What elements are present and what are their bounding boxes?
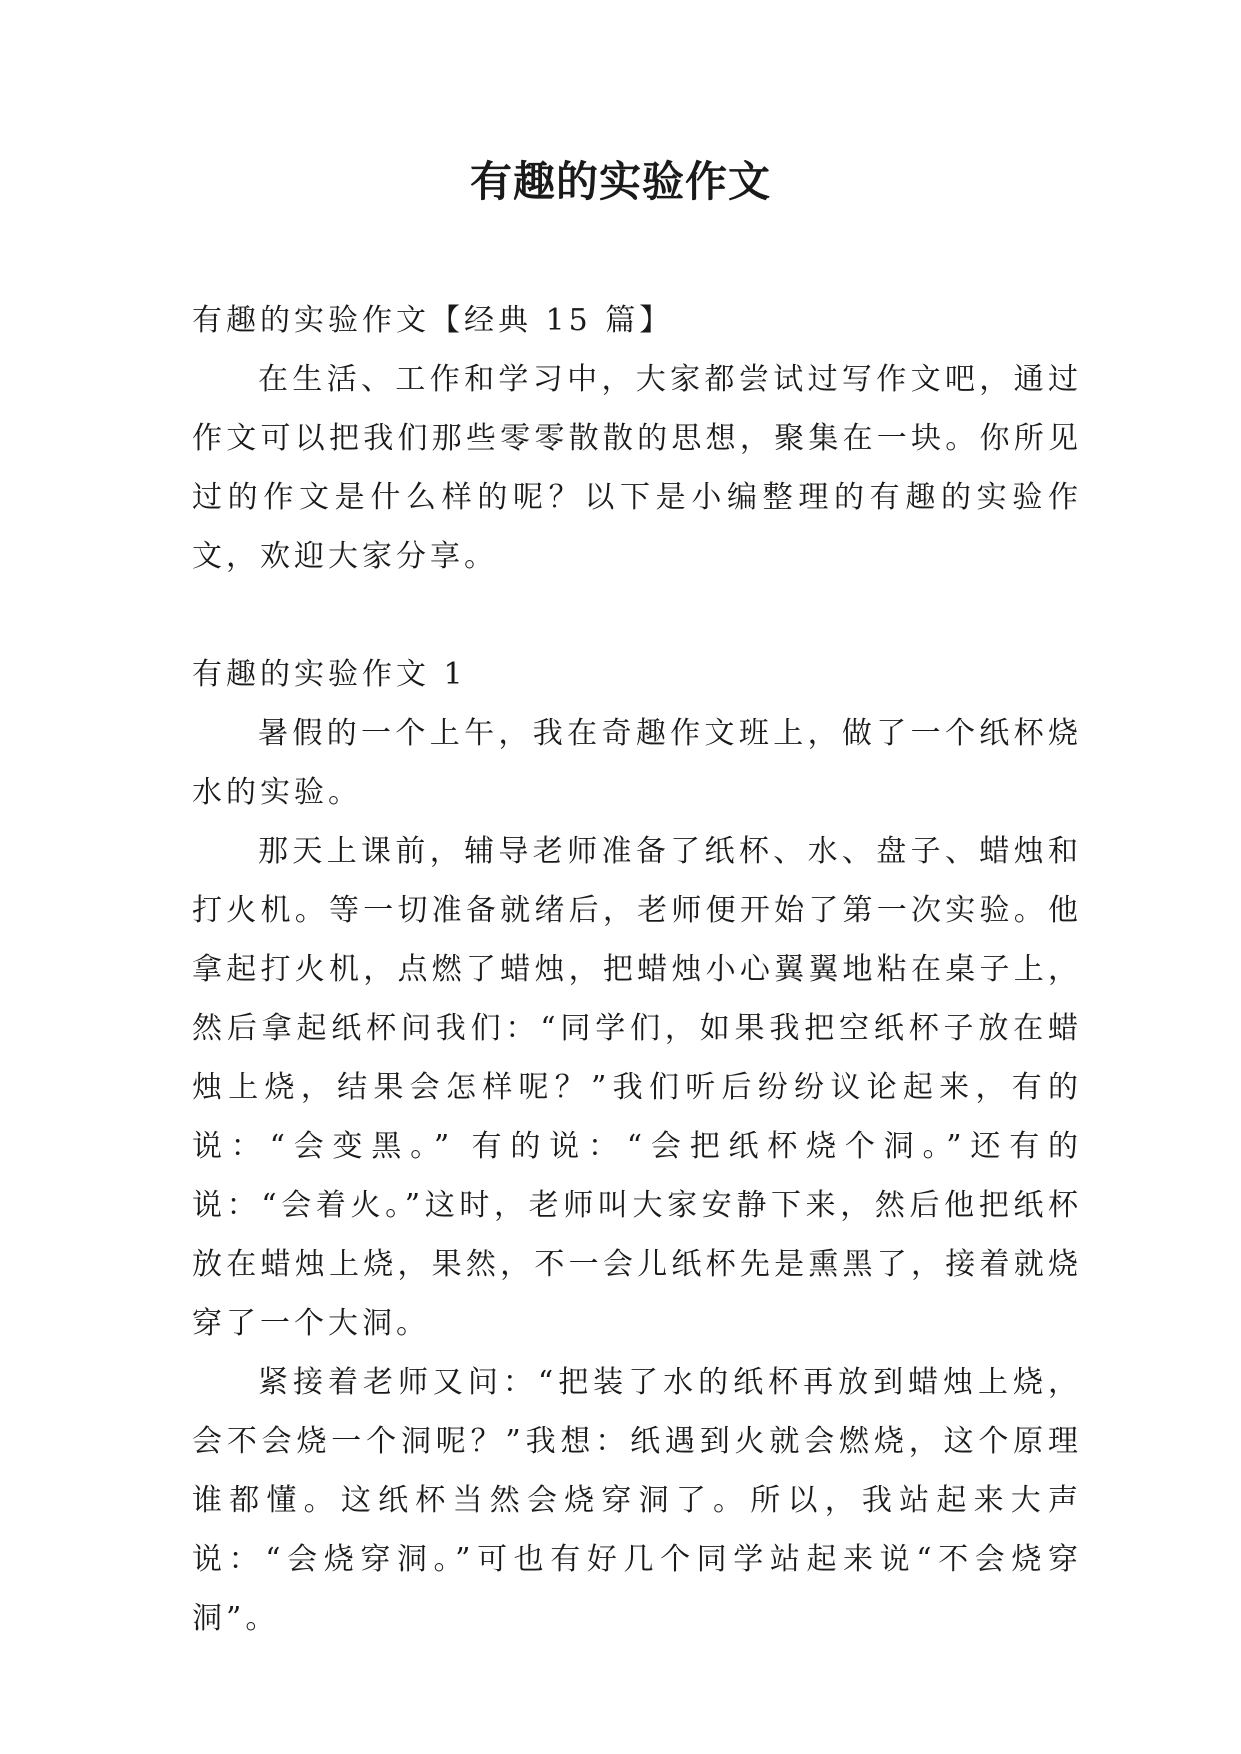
document-body [192, 291, 1082, 1648]
document-title: 有趣的实验作文 [469, 157, 771, 206]
article-subtitle: 有趣的实验作文【经典 15 篇】 [192, 303, 674, 338]
intro-paragraph: 在生活、工作和学习中，大家都尝试过写作文吧，通过作文可以把我们那些零零散散的思想，聚集在一块。你所见过的作文是什么样的呢？以下是小编整理的有趣的实验作文，欢迎大家分享。 [192, 362, 1082, 574]
section-heading: 有趣的实验作文 1 [192, 657, 467, 692]
body-paragraph: 紧接着老师又问：“把装了水的纸杯再放到蜡烛上烧，会不会烧一个洞呢？”我想：纸遇到火就会燃烧，这个原理谁都懂。这纸杯当然会烧穿洞了。所以，我站起来大声说：“会烧穿洞。”可也有好几个同学站起来说“不会烧穿洞”。 [192, 1365, 1082, 1636]
section-spacer [192, 586, 1082, 645]
body-paragraph: 那天上课前，辅导老师准备了纸杯、水、盘子、蜡烛和打火机。等一切准备就绪后，老师便开始了第一次实验。他拿起打火机，点燃了蜡烛，把蜡烛小心翼翼地粘在桌子上，然后拿起纸杯问我们：“同学们，如果我把空纸杯子放在蜡烛上烧，结果会怎样呢？”我们听后纷纷议论起来，有的说：“会变黑。” 有的说：“会把纸杯烧个洞。”还有的说：“会着火。”这时，老师叫大家安静下来，然后他把纸杯放在蜡烛上烧，果然，不一会儿纸杯先是熏黑了，接着就烧穿了一个大洞。 [192, 834, 1082, 1341]
body-paragraph: 暑假的一个上午，我在奇趣作文班上，做了一个纸杯烧水的实验。 [192, 716, 1082, 810]
